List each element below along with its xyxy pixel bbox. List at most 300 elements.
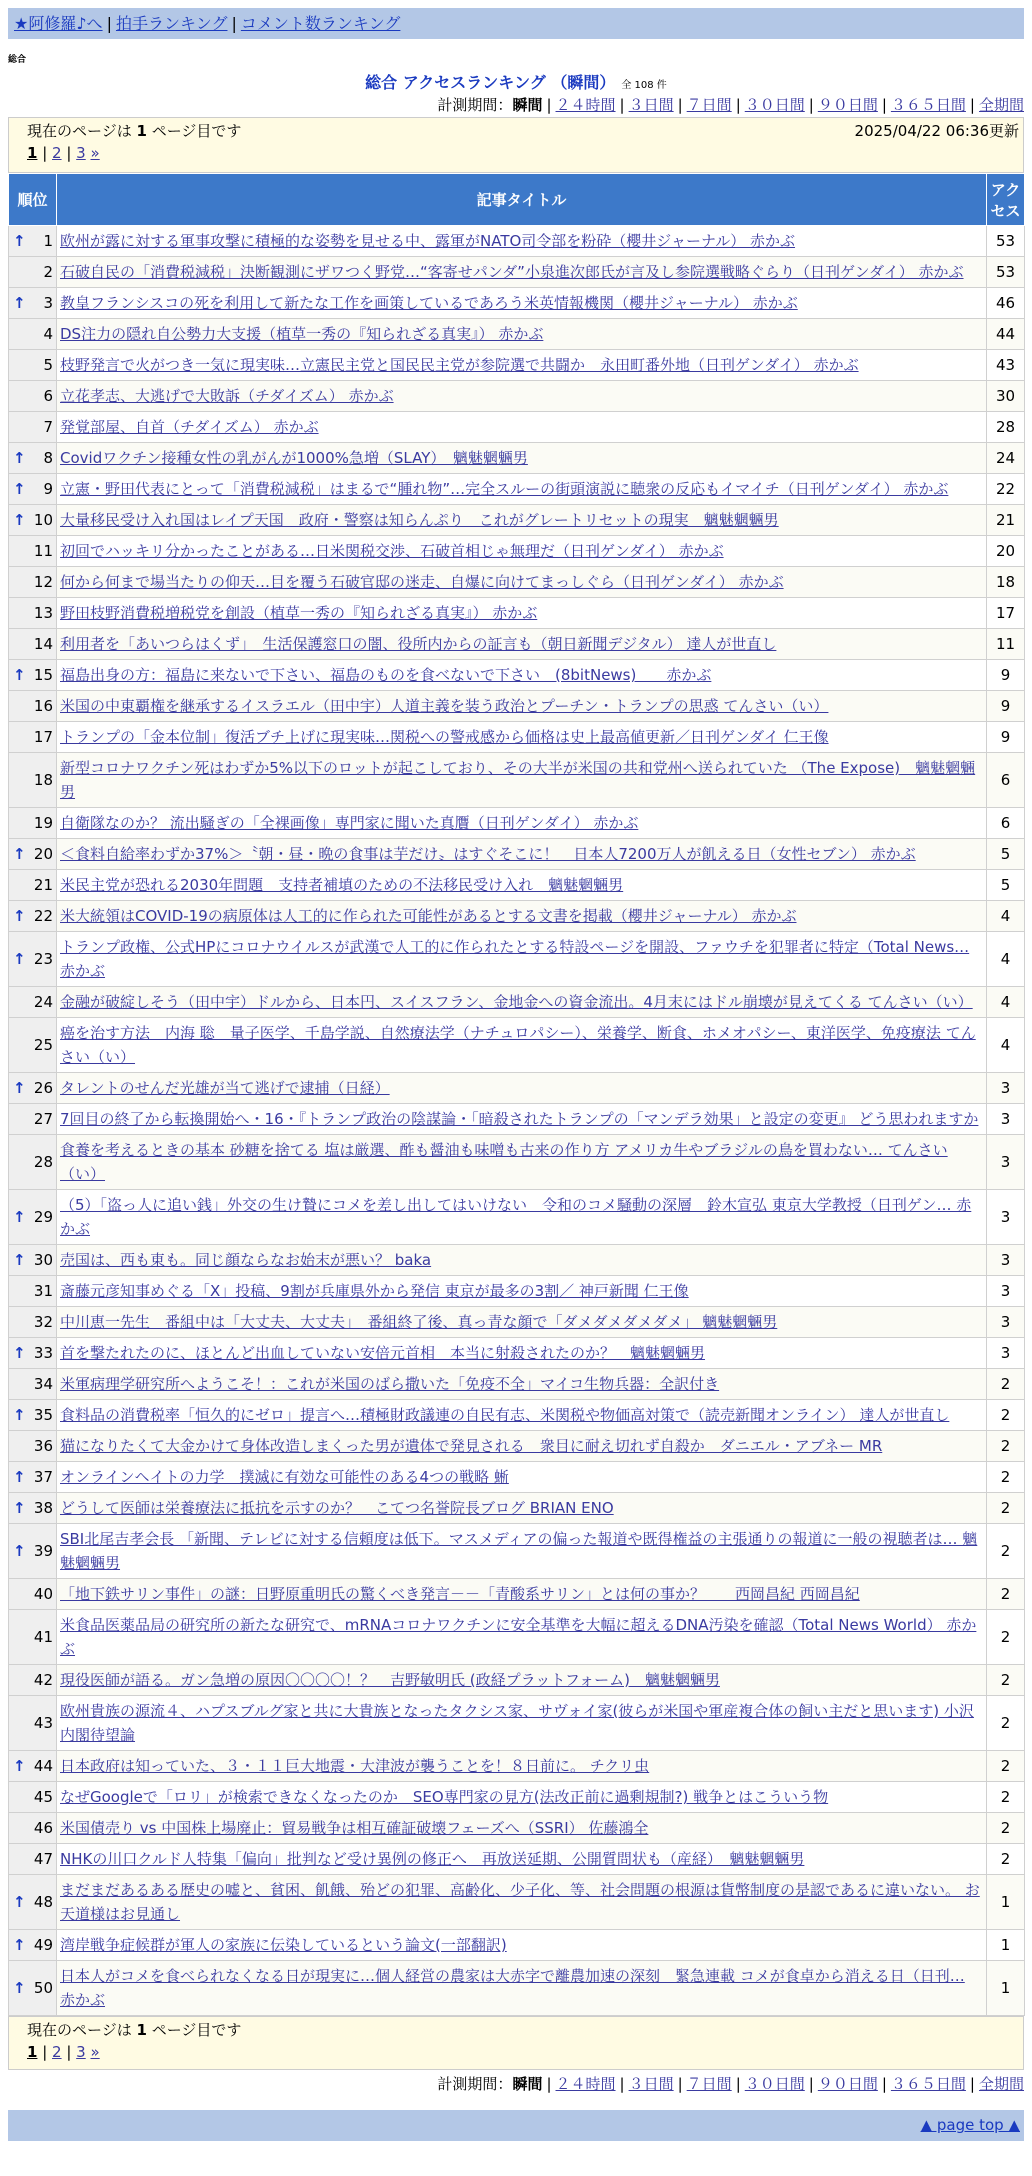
access-count: 53 bbox=[987, 226, 1025, 257]
article-link[interactable]: ＜食料自給率わずか37%＞〝朝・昼・晩の食事は芋だけ〟はすぐそこに！ 日本人7200万人が飢える日（女性セブン） 赤かぶ bbox=[60, 845, 916, 863]
access-count: 21 bbox=[987, 505, 1025, 536]
table-row bbox=[9, 1338, 1025, 1369]
rank-cell bbox=[9, 1813, 57, 1844]
rank-cell bbox=[9, 567, 57, 598]
access-count: 2 bbox=[987, 1431, 1025, 1462]
rank-number: 13 bbox=[33, 604, 53, 622]
period-link-6[interactable]: 全期間 bbox=[978, 96, 1024, 114]
rank-cell bbox=[9, 1524, 57, 1579]
access-count: 18 bbox=[987, 567, 1025, 598]
access-count: 9 bbox=[987, 660, 1025, 691]
table-row bbox=[9, 1813, 1025, 1844]
separator: | bbox=[808, 96, 814, 114]
title-cell bbox=[57, 753, 987, 808]
rank-up-arrow-icon: ↑ bbox=[13, 845, 26, 863]
rank-number: 4 bbox=[43, 325, 53, 343]
table-row bbox=[9, 381, 1025, 412]
home-link[interactable]: ★阿修羅♪へ bbox=[14, 14, 103, 33]
title-cell bbox=[57, 1073, 987, 1104]
rank-number: 36 bbox=[33, 1437, 53, 1455]
rank-number: 33 bbox=[33, 1344, 53, 1362]
page-link-3[interactable]: » bbox=[90, 2043, 100, 2061]
access-count: 2 bbox=[987, 1782, 1025, 1813]
table-row bbox=[9, 1579, 1025, 1610]
access-count: 44 bbox=[987, 319, 1025, 350]
article-link[interactable]: 米国の中東覇権を継承するイスラエル（田中宇）人道主義を装う政治とプーチン・トランプの思惑 てんさい（い） bbox=[60, 697, 829, 715]
rank-cell bbox=[9, 412, 57, 443]
rank-up-arrow-icon: ↑ bbox=[13, 232, 26, 250]
access-count: 2 bbox=[987, 1369, 1025, 1400]
period-link-2[interactable]: ７日間 bbox=[686, 96, 732, 114]
rank-number: 12 bbox=[33, 573, 53, 591]
header-title: 記事タイトル bbox=[57, 174, 987, 226]
article-link[interactable]: 利用者を「あいつらはくず」 生活保護窓口の闇、役所内からの証言も（朝日新聞デジタル） 達人が世直し bbox=[60, 635, 777, 653]
rank-number: 26 bbox=[33, 1079, 53, 1097]
title-cell bbox=[57, 839, 987, 870]
period-current: 瞬間 bbox=[512, 2075, 543, 2093]
page-text-number: 1 bbox=[136, 122, 147, 140]
rank-number: 23 bbox=[33, 950, 53, 968]
rank-cell bbox=[9, 226, 57, 257]
article-link[interactable]: オンラインヘイトの力学 撲滅に有効な可能性のある4つの戦略 蜥 bbox=[60, 1468, 509, 1486]
table-row bbox=[9, 1524, 1025, 1579]
rank-cell bbox=[9, 1431, 57, 1462]
rank-cell bbox=[9, 629, 57, 660]
access-count: 5 bbox=[987, 839, 1025, 870]
rank-number: 42 bbox=[33, 1671, 53, 1689]
rank-up-arrow-icon: ↑ bbox=[13, 1079, 26, 1097]
article-link[interactable]: SBI北尾吉孝会長 「新聞、テレビに対する信頼度は低下。マスメディアの偏った報道や既得権益の主張通りの報道に一般の視聴者は… 魑魅魍魎男 bbox=[60, 1530, 978, 1572]
table-row bbox=[9, 932, 1025, 987]
period-link-0[interactable]: ２４時間 bbox=[555, 2075, 616, 2093]
rank-up-arrow-icon: ↑ bbox=[13, 1468, 26, 1486]
rank-number: 7 bbox=[43, 418, 53, 436]
clap-ranking-link[interactable]: 拍手ランキング bbox=[115, 14, 228, 33]
period-current: 瞬間 bbox=[512, 96, 543, 114]
period-link-3[interactable]: ３０日間 bbox=[744, 2075, 805, 2093]
title-cell bbox=[57, 808, 987, 839]
table-row bbox=[9, 987, 1025, 1018]
rank-number: 30 bbox=[33, 1251, 53, 1269]
article-link[interactable]: 湾岸戦争症候群が軍人の家族に伝染しているという論文(一部翻訳) bbox=[60, 1936, 507, 1954]
separator: | bbox=[881, 96, 887, 114]
title-cell bbox=[57, 1190, 987, 1245]
access-count: 17 bbox=[987, 598, 1025, 629]
article-link[interactable]: 欧州貴族の源流４、ハプスブルグ家と共に大貴族となったタクシス家、サヴォイ家(彼らが米国や軍産複合体の飼い主だと思います) 小沢内閣待望論 bbox=[60, 1702, 974, 1744]
rank-cell bbox=[9, 1875, 57, 1930]
comment-ranking-link[interactable]: コメント数ランキング bbox=[240, 14, 401, 33]
table-row bbox=[9, 1751, 1025, 1782]
title-cell bbox=[57, 1431, 987, 1462]
page-title-block bbox=[8, 70, 1024, 93]
rank-number: 25 bbox=[33, 1036, 53, 1054]
page-info-top bbox=[8, 117, 1024, 173]
article-link[interactable]: まだまだあるある歴史の嘘と、貧困、飢餓、殆どの犯罪、高齢化、少子化、等、社会問題の根源は貨幣制度の是認であるに違いない。 お天道様はお見通し bbox=[60, 1881, 980, 1923]
article-link[interactable]: 現役医師が語る。ガン急増の原因〇〇〇〇！？ 吉野敏明氏 (政経プラットフォーム) 魑魅魍魎男 bbox=[60, 1671, 720, 1689]
separator: | bbox=[61, 144, 77, 162]
pagination bbox=[27, 2043, 100, 2061]
category-label: 総合 bbox=[8, 55, 27, 65]
table-row bbox=[9, 1276, 1025, 1307]
access-count: 28 bbox=[987, 412, 1025, 443]
separator: | bbox=[735, 96, 741, 114]
title-cell bbox=[57, 1930, 987, 1961]
separator: | bbox=[619, 96, 625, 114]
access-count: 3 bbox=[987, 1307, 1025, 1338]
rank-number: 1 bbox=[43, 232, 53, 250]
table-row bbox=[9, 629, 1025, 660]
title-cell bbox=[57, 1276, 987, 1307]
article-link[interactable]: 首を撃たれたのに、ほとんど出血していない安倍元首相 本当に射殺されたのか？ 魑魅魍魎男 bbox=[60, 1344, 706, 1362]
rank-cell bbox=[9, 1462, 57, 1493]
rank-number: 47 bbox=[33, 1850, 53, 1868]
access-count: 22 bbox=[987, 474, 1025, 505]
table-row bbox=[9, 753, 1025, 808]
rank-up-arrow-icon: ↑ bbox=[13, 1979, 26, 1997]
article-link[interactable]: 何から何まで場当たりの仰天…目を覆う石破官邸の迷走、自爆に向けてまっしぐら（日刊ゲンダイ） 赤かぶ bbox=[60, 573, 784, 591]
article-link[interactable]: 米食品医薬品局の研究所の新たな研究で、mRNAコロナワクチンに安全基準を大幅に超えるDNA汚染を確認（Total News World） 赤かぶ bbox=[60, 1616, 977, 1658]
rank-cell bbox=[9, 1579, 57, 1610]
rank-number: 15 bbox=[33, 666, 53, 684]
access-count: 6 bbox=[987, 808, 1025, 839]
rank-number: 11 bbox=[33, 542, 53, 560]
article-link[interactable]: 枝野発言で火がつき一気に現実味…立憲民主党と国民民主党が参院選で共闘か 永田町番外地（日刊ゲンダイ） 赤かぶ bbox=[60, 356, 859, 374]
period-link-6[interactable]: 全期間 bbox=[978, 2075, 1024, 2093]
page-link-2[interactable]: 3 bbox=[76, 144, 86, 162]
rank-up-arrow-icon: ↑ bbox=[13, 1893, 26, 1911]
rank-number: 27 bbox=[33, 1110, 53, 1128]
access-count: 4 bbox=[987, 987, 1025, 1018]
rank-cell bbox=[9, 1245, 57, 1276]
rank-up-arrow-icon: ↑ bbox=[13, 1344, 26, 1362]
title-cell bbox=[57, 598, 987, 629]
rank-cell bbox=[9, 1751, 57, 1782]
rank-number: 50 bbox=[33, 1979, 53, 1997]
current-page-text bbox=[27, 120, 241, 141]
rank-cell bbox=[9, 257, 57, 288]
access-count: 1 bbox=[987, 1961, 1025, 2016]
article-link[interactable]: 中川恵一先生 番組中は「大丈夫、大丈夫」 番組終了後、真っ青な顔で「ダメダメダメダメ」 魑魅魍魎男 bbox=[60, 1313, 778, 1331]
page-text-suffix: ページ目です bbox=[146, 122, 242, 140]
access-count: 30 bbox=[987, 381, 1025, 412]
period-link-0[interactable]: ２４時間 bbox=[555, 96, 616, 114]
rank-cell bbox=[9, 1610, 57, 1665]
article-link[interactable]: 癌を治す方法 内海 聡 量子医学、千島学説、自然療法学（ナチュロパシー）、栄養学、断食、ホメオパシー、東洋医学、免疫療法 てんさい（い） bbox=[60, 1024, 976, 1066]
article-link[interactable]: 食養を考えるときの基本 砂糖を捨てる 塩は厳選、酢も醤油も味噌も古来の作り方 アメリカ牛やブラジルの鳥を買わない… てんさい（い） bbox=[60, 1141, 948, 1183]
rank-cell bbox=[9, 722, 57, 753]
current-page-text bbox=[27, 2019, 241, 2040]
article-link[interactable]: 大量移民受け入れ国はレイプ天国 政府・警察は知らんぷり これがグレートリセットの現実 魑魅魍魎男 bbox=[60, 511, 779, 529]
rank-number: 48 bbox=[33, 1893, 53, 1911]
rank-number: 31 bbox=[33, 1282, 53, 1300]
rank-number: 43 bbox=[33, 1714, 53, 1732]
article-link[interactable]: 日本人がコメを食べられなくなる日が現実に…個人経営の農家は大赤字で離農加速の深刻 緊急連載 コメが食卓から消える日（日刊… 赤かぶ bbox=[60, 1967, 965, 2009]
rank-number: 22 bbox=[33, 907, 53, 925]
article-link[interactable]: 売国は、西も東も。同じ顔ならなお始末が悪い？ baka bbox=[60, 1251, 432, 1269]
article-link[interactable]: 斎藤元彦知事めぐる「X」投稿、9割が兵庫県外から発信 東京が最多の3割／ 神戸新聞 仁王像 bbox=[60, 1282, 689, 1300]
rank-up-arrow-icon: ↑ bbox=[13, 1936, 26, 1954]
rank-cell bbox=[9, 1104, 57, 1135]
access-count: 2 bbox=[987, 1524, 1025, 1579]
access-count: 2 bbox=[987, 1844, 1025, 1875]
table-row bbox=[9, 660, 1025, 691]
article-link[interactable]: 食料品の消費税率「恒久的にゼロ」提言へ…積極財政議連の自民有志、米関税や物価高対策で（読売新聞オンライン） 達人が世直し bbox=[60, 1406, 950, 1424]
title-cell bbox=[57, 1338, 987, 1369]
table-row bbox=[9, 319, 1025, 350]
table-row bbox=[9, 288, 1025, 319]
rank-number: 35 bbox=[33, 1406, 53, 1424]
article-link[interactable]: 立憲・野田代表にとって「消費税減税」はまるで“腫れ物”…完全スルーの街頭演説に聴衆の反応もイマイチ（日刊ゲンダイ） 赤かぶ bbox=[60, 480, 949, 498]
period-link-4[interactable]: ９０日間 bbox=[817, 2075, 878, 2093]
page-link-2[interactable]: 3 bbox=[76, 2043, 86, 2061]
article-link[interactable]: タレントのせんだ光雄が当て逃げで逮捕（日経） bbox=[60, 1079, 390, 1097]
access-count: 3 bbox=[987, 1104, 1025, 1135]
access-count: 2 bbox=[987, 1610, 1025, 1665]
rank-up-arrow-icon: ↑ bbox=[13, 480, 26, 498]
title-cell bbox=[57, 1245, 987, 1276]
rank-up-arrow-icon: ↑ bbox=[13, 1542, 26, 1560]
separator: | bbox=[546, 2075, 552, 2093]
article-link[interactable]: NHKの川口クルド人特集「偏向」批判など受け異例の修正へ 再放送延期、公開質問状も（産経） 魑魅魍魎男 bbox=[60, 1850, 805, 1868]
access-count: 2 bbox=[987, 1696, 1025, 1751]
rank-up-arrow-icon: ↑ bbox=[13, 294, 26, 312]
rank-cell bbox=[9, 808, 57, 839]
article-link[interactable]: 教皇フランシスコの死を利用して新たな工作を画策しているであろう米英情報機関（櫻井ジャーナル） 赤かぶ bbox=[60, 294, 798, 312]
rank-cell bbox=[9, 1493, 57, 1524]
title-cell bbox=[57, 1751, 987, 1782]
article-link[interactable]: 石破自民の「消費税減税」決断観測にザワつく野党…“客寄せパンダ”小泉進次郎氏が言及し参院選戦略ぐらり（日刊ゲンダイ） 赤かぶ bbox=[60, 263, 964, 281]
title-cell bbox=[57, 1493, 987, 1524]
rank-number: 37 bbox=[33, 1468, 53, 1486]
access-count: 3 bbox=[987, 1245, 1025, 1276]
rank-number: 29 bbox=[33, 1208, 53, 1226]
table-row bbox=[9, 536, 1025, 567]
page-text-prefix: 現在のページは bbox=[27, 122, 137, 140]
page-link-3[interactable]: » bbox=[90, 144, 100, 162]
article-link[interactable]: 立花孝志、大逃げで大敗訴（チダイズム） 赤かぶ bbox=[60, 387, 394, 405]
separator: | bbox=[808, 2075, 814, 2093]
table-row bbox=[9, 1493, 1025, 1524]
bottom-navigation bbox=[8, 2110, 1024, 2141]
access-count: 11 bbox=[987, 629, 1025, 660]
period-link-3[interactable]: ３０日間 bbox=[744, 96, 805, 114]
page-text-prefix: 現在のページは bbox=[27, 2021, 137, 2039]
rank-cell bbox=[9, 1782, 57, 1813]
article-link[interactable]: 野田枝野消費税増税党を創設（植草一秀の『知られざる真実』） 赤かぶ bbox=[60, 604, 538, 622]
table-row bbox=[9, 1307, 1025, 1338]
table-row bbox=[9, 1930, 1025, 1961]
page-top-link[interactable]: ▲ page top ▲ bbox=[920, 2116, 1020, 2134]
rank-cell bbox=[9, 288, 57, 319]
period-link-2[interactable]: ７日間 bbox=[686, 2075, 732, 2093]
separator: | bbox=[37, 2043, 53, 2061]
page-info-bottom bbox=[8, 2016, 1024, 2070]
rank-cell bbox=[9, 1018, 57, 1073]
article-link[interactable]: （5）「盗っ人に追い銭」外交の生け贄にコメを差し出してはいけない 令和のコメ騒動の深層 鈴木宣弘 東京大学教授（日刊ゲン… 赤かぶ bbox=[60, 1196, 972, 1238]
period-link-5[interactable]: ３６５日間 bbox=[890, 96, 966, 114]
title-cell bbox=[57, 660, 987, 691]
rank-cell bbox=[9, 598, 57, 629]
period-link-1[interactable]: ３日間 bbox=[628, 2075, 674, 2093]
table-row bbox=[9, 870, 1025, 901]
article-link[interactable]: どうして医師は栄養療法に抵抗を示すのか？ こてつ名誉院長ブログ BRIAN ENO bbox=[60, 1499, 614, 1517]
article-link[interactable]: 米大統領はCOVID-19の病原体は人工的に作られた可能性があるとする文書を掲載（櫻井ジャーナル） 赤かぶ bbox=[60, 907, 797, 925]
article-link[interactable]: 欧州が露に対する軍事攻撃に積極的な姿勢を見せる中、露軍がNATO司令部を粉砕（櫻井ジャーナル） 赤かぶ bbox=[60, 232, 796, 250]
page-link-0: 1 bbox=[27, 2043, 38, 2061]
rank-cell bbox=[9, 1665, 57, 1696]
article-link[interactable]: 初回でハッキリ分かったことがある…日米関税交渉、石破首相じゃ無理だ（日刊ゲンダイ） 赤かぶ bbox=[60, 542, 724, 560]
rank-number: 9 bbox=[43, 480, 53, 498]
rank-up-arrow-icon: ↑ bbox=[13, 1406, 26, 1424]
separator: | bbox=[61, 2043, 77, 2061]
article-link[interactable]: 発覚部屋、自首（チダイズム） 赤かぶ bbox=[60, 418, 319, 436]
article-link[interactable]: 自衛隊なのか？ 流出騒ぎの「全裸画像」専門家に聞いた真贋（日刊ゲンダイ） 赤かぶ bbox=[60, 814, 639, 832]
header-rank: 順位 bbox=[9, 174, 57, 226]
page-link-0: 1 bbox=[27, 144, 38, 162]
access-count: 9 bbox=[987, 722, 1025, 753]
title-cell bbox=[57, 1018, 987, 1073]
article-link[interactable]: 米国債売り vs 中国株上場廃止：貿易戦争は相互確証破壊フェーズへ（SSRI） 佐藤鴻全 bbox=[60, 1819, 649, 1837]
article-link[interactable]: トランプ政権、公式HPにコロナウイルスが武漢で人工的に作られたとする特設ページを開設、ファウチを犯罪者に特定（Total News… 赤かぶ bbox=[60, 938, 970, 980]
period-link-4[interactable]: ９０日間 bbox=[817, 96, 878, 114]
rank-cell bbox=[9, 319, 57, 350]
rank-number: 10 bbox=[33, 511, 53, 529]
page-link-1[interactable]: 2 bbox=[52, 144, 62, 162]
access-count: 3 bbox=[987, 1276, 1025, 1307]
table-row bbox=[9, 1073, 1025, 1104]
table-row bbox=[9, 1961, 1025, 2016]
separator: | bbox=[231, 14, 237, 33]
period-link-5[interactable]: ３６５日間 bbox=[890, 2075, 966, 2093]
title-cell bbox=[57, 257, 987, 288]
table-row bbox=[9, 505, 1025, 536]
separator: | bbox=[881, 2075, 887, 2093]
separator: | bbox=[546, 96, 552, 114]
access-count: 6 bbox=[987, 753, 1025, 808]
rank-cell bbox=[9, 381, 57, 412]
header-access: アクセス bbox=[987, 174, 1025, 226]
rank-number: 18 bbox=[33, 771, 53, 789]
title-cell bbox=[57, 1610, 987, 1665]
title-cell bbox=[57, 226, 987, 257]
table-row bbox=[9, 474, 1025, 505]
table-row bbox=[9, 1875, 1025, 1930]
rank-number: 32 bbox=[33, 1313, 53, 1331]
rank-cell bbox=[9, 839, 57, 870]
title-cell bbox=[57, 629, 987, 660]
article-link[interactable]: なぜGoogleで「ロリ」が検索できなくなったのか SEO専門家の見方(法改正前に過剰規制?) 戦争とはこういう物 bbox=[60, 1788, 829, 1806]
title-cell bbox=[57, 870, 987, 901]
rank-cell bbox=[9, 1276, 57, 1307]
access-count: 4 bbox=[987, 901, 1025, 932]
article-link[interactable]: トランプの「金本位制」復活ブチ上げに現実味…関税への警戒感から価格は史上最高値更新／日刊ゲンダイ 仁王像 bbox=[60, 728, 829, 746]
rank-number: 14 bbox=[33, 635, 53, 653]
rank-cell bbox=[9, 870, 57, 901]
article-link[interactable]: DS注力の隠れ自公勢力大支援（植草一秀の『知られざる真実』） 赤かぶ bbox=[60, 325, 544, 343]
rank-number: 38 bbox=[33, 1499, 53, 1517]
rank-cell bbox=[9, 1073, 57, 1104]
article-link[interactable]: 7回目の終了から転換開始へ・16・『トランプ政治の陰謀論・「暗殺されたトランプの「マンデラ効果」と設定の変更』 どう思われますか bbox=[60, 1110, 979, 1128]
page-text-number: 1 bbox=[136, 2021, 147, 2039]
article-link[interactable]: 金融が破綻しそう（田中宇）ドルから、日本円、スイスフラン、金地金への資金流出。4月末にはドル崩壊が見えてくる てんさい（い） bbox=[60, 993, 973, 1011]
title-cell bbox=[57, 1813, 987, 1844]
rank-cell bbox=[9, 350, 57, 381]
rank-up-arrow-icon: ↑ bbox=[13, 1251, 26, 1269]
period-link-1[interactable]: ３日間 bbox=[628, 96, 674, 114]
title-cell bbox=[57, 412, 987, 443]
article-link[interactable]: 新型コロナワクチン死はわずか5%以下のロットが起こしており、その大半が米国の共和党州へ送られていた （The Expose) 魑魅魍魎男 bbox=[60, 759, 976, 801]
rank-cell bbox=[9, 536, 57, 567]
page-title: 総合 アクセスランキング （瞬間） bbox=[365, 73, 616, 92]
title-cell bbox=[57, 319, 987, 350]
rank-number: 2 bbox=[43, 263, 53, 281]
access-count: 2 bbox=[987, 1462, 1025, 1493]
table-row bbox=[9, 1844, 1025, 1875]
access-count: 2 bbox=[987, 1579, 1025, 1610]
pagination bbox=[27, 144, 100, 162]
table-row bbox=[9, 839, 1025, 870]
table-row bbox=[9, 1696, 1025, 1751]
separator: | bbox=[619, 2075, 625, 2093]
rank-number: 49 bbox=[33, 1936, 53, 1954]
period-selector-bottom bbox=[8, 2072, 1024, 2096]
rank-up-arrow-icon: ↑ bbox=[13, 449, 26, 467]
access-count: 43 bbox=[987, 350, 1025, 381]
article-link[interactable]: 「地下鉄サリン事件」の謎：日野原重明氏の驚くべき発言－－「青酸系サリン」とは何の事か？ 西岡昌紀 西岡昌紀 bbox=[60, 1585, 860, 1603]
separator: | bbox=[735, 2075, 741, 2093]
article-link[interactable]: 米軍病理学研究所へようこそ！：これが米国のばら撒いた「免疫不全」マイコ生物兵器：全訳付き bbox=[60, 1375, 720, 1393]
title-cell bbox=[57, 443, 987, 474]
table-row bbox=[9, 722, 1025, 753]
rank-cell bbox=[9, 1338, 57, 1369]
article-link[interactable]: 日本政府は知っていた、３・１１巨大地震・大津波が襲うことを！８日前に。 チクリ虫 bbox=[60, 1757, 650, 1775]
access-count: 2 bbox=[987, 1493, 1025, 1524]
rank-cell bbox=[9, 1844, 57, 1875]
rank-cell bbox=[9, 1135, 57, 1190]
page-link-1[interactable]: 2 bbox=[52, 2043, 62, 2061]
rank-up-arrow-icon: ↑ bbox=[13, 907, 26, 925]
rank-up-arrow-icon: ↑ bbox=[13, 1757, 26, 1775]
rank-number: 39 bbox=[33, 1542, 53, 1560]
rank-number: 28 bbox=[33, 1153, 53, 1171]
article-link[interactable]: 猫になりたくて大金かけて身体改造しまくった男が遺体で発見される 衆目に耐え切れず自殺か ダニエル・アブネー MR bbox=[60, 1437, 883, 1455]
rank-cell bbox=[9, 1961, 57, 2016]
title-cell bbox=[57, 505, 987, 536]
title-cell bbox=[57, 381, 987, 412]
rank-up-arrow-icon: ↑ bbox=[13, 1499, 26, 1517]
title-cell bbox=[57, 987, 987, 1018]
table-row bbox=[9, 1245, 1025, 1276]
rank-cell bbox=[9, 691, 57, 722]
title-cell bbox=[57, 1875, 987, 1930]
page-text-suffix: ページ目です bbox=[146, 2021, 242, 2039]
table-row bbox=[9, 257, 1025, 288]
separator: | bbox=[677, 96, 683, 114]
title-cell bbox=[57, 1782, 987, 1813]
title-cell bbox=[57, 1844, 987, 1875]
period-label: 計測期間： bbox=[437, 2075, 513, 2093]
title-cell bbox=[57, 932, 987, 987]
rank-number: 16 bbox=[33, 697, 53, 715]
table-row bbox=[9, 412, 1025, 443]
article-link[interactable]: Covidワクチン接種女性の乳がんが1000%急増（SLAY） 魑魅魍魎男 bbox=[60, 449, 528, 467]
article-link[interactable]: 米民主党が恐れる2030年問題 支持者補填のための不法移民受け入れ 魑魅魍魎男 bbox=[60, 876, 624, 894]
article-link[interactable]: 福島出身の方：福島に来ないで下さい、福島のものを食べないで下さい (8bitNews) 赤かぶ bbox=[60, 666, 712, 684]
rank-number: 8 bbox=[43, 449, 53, 467]
title-cell bbox=[57, 1696, 987, 1751]
separator: | bbox=[37, 144, 53, 162]
access-count: 9 bbox=[987, 691, 1025, 722]
